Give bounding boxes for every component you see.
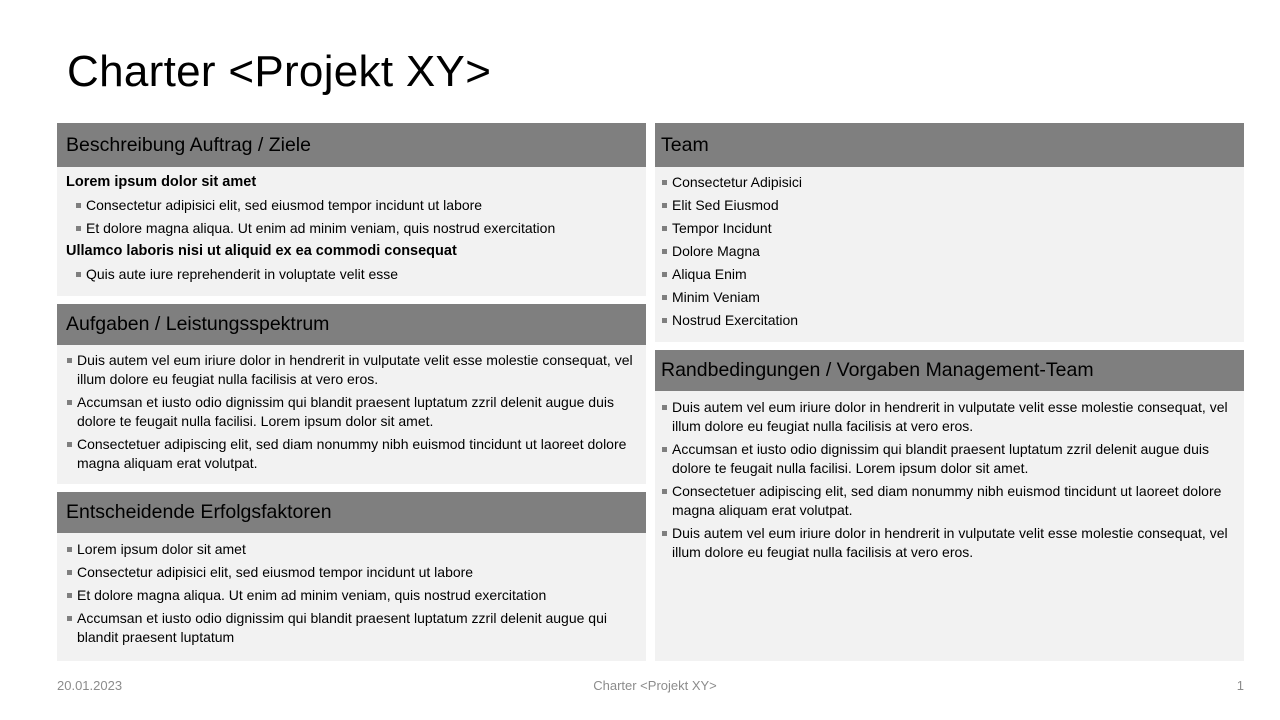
list-item: Consectetur Adipisici [661, 173, 1235, 192]
list-item: Duis autem vel eum iriure dolor in hendrerit in vulputate velit esse molestie consequat, vel illum dolore eu feugiat nulla facilisis at vero eros. [66, 351, 637, 389]
panel-header-erfolgsfaktoren: Entscheidende Erfolgsfaktoren [57, 492, 646, 533]
bullet-list [66, 196, 637, 238]
bullet-list [66, 351, 637, 473]
group-heading: Ullamco laboris nisi ut aliquid ex ea commodi consequat [66, 243, 457, 259]
list-item: Et dolore magna aliqua. Ut enim ad minim veniam, quis nostrud exercitation [66, 586, 637, 605]
footer-title: Charter <Projekt XY> [593, 678, 717, 693]
bullet-list [66, 540, 637, 647]
panel-body-erfolgsfaktoren [57, 533, 646, 647]
footer-page-number: 1 [1236, 678, 1244, 693]
bullet-list [66, 265, 637, 284]
list-item: Elit Sed Eiusmod [661, 196, 1235, 215]
list-item: Dolore Magna [661, 242, 1235, 261]
list-item: Accumsan et iusto odio dignissim qui blandit praesent luptatum zzril delenit augue qui blandit praesent luptatum [66, 609, 637, 647]
panel-team [655, 123, 1244, 342]
panel-randbedingungen [655, 350, 1244, 661]
list-item: Quis aute iure reprehenderit in voluptate velit esse [75, 265, 637, 284]
panel-beschreibung [57, 123, 646, 296]
list-item: Aliqua Enim [661, 265, 1235, 284]
list-item: Accumsan et iusto odio dignissim qui blandit praesent luptatum zzril delenit augue duis dolore te feugait nulla facilisi. Lorem ipsum dolor sit amet. [66, 393, 637, 431]
panel-body-beschreibung [57, 167, 646, 284]
panel-header-beschreibung: Beschreibung Auftrag / Ziele [57, 123, 646, 167]
panel-aufgaben [57, 304, 646, 484]
list-item: Consectetur adipisici elit, sed eiusmod tempor incidunt ut labore [75, 196, 637, 215]
list-item: Et dolore magna aliqua. Ut enim ad minim veniam, quis nostrud exercitation [75, 219, 637, 238]
panel-body-aufgaben [57, 345, 646, 473]
panel-body-team [655, 167, 1244, 330]
panel-erfolgsfaktoren [57, 492, 646, 661]
list-item: Nostrud Exercitation [661, 311, 1235, 330]
panel-header-team: Team [655, 123, 1244, 167]
list-item: Accumsan et iusto odio dignissim qui blandit praesent luptatum zzril delenit augue duis dolore te feugait nulla facilisi. Lorem ipsum dolor sit amet. [661, 440, 1235, 478]
footer-date: 20.01.2023 [57, 678, 123, 693]
bullet-list [661, 173, 1235, 330]
slide-title: Charter <Projekt XY> [67, 47, 492, 96]
list-item: Lorem ipsum dolor sit amet [66, 540, 637, 559]
list-item: Minim Veniam [661, 288, 1235, 307]
list-item: Duis autem vel eum iriure dolor in hendrerit in vulputate velit esse molestie consequat, vel illum dolore eu feugiat nulla facilisis at vero eros. [661, 524, 1235, 562]
panel-body-randbedingungen [655, 391, 1244, 562]
list-item: Consectetuer adipiscing elit, sed diam nonummy nibh euismod tincidunt ut laoreet dolore magna aliquam erat volutpat. [66, 435, 637, 473]
bullet-list [661, 398, 1235, 562]
list-item: Consectetuer adipiscing elit, sed diam nonummy nibh euismod tincidunt ut laoreet dolore magna aliquam erat volutpat. [661, 482, 1235, 520]
panel-header-aufgaben: Aufgaben / Leistungsspektrum [57, 304, 646, 345]
list-item: Tempor Incidunt [661, 219, 1235, 238]
list-item: Consectetur adipisici elit, sed eiusmod tempor incidunt ut labore [66, 563, 637, 582]
panel-header-randbedingungen: Randbedingungen / Vorgaben Management-Team [655, 350, 1244, 391]
list-item: Duis autem vel eum iriure dolor in hendrerit in vulputate velit esse molestie consequat, vel illum dolore eu feugiat nulla facilisis at vero eros. [661, 398, 1235, 436]
group-heading: Lorem ipsum dolor sit amet [66, 174, 257, 190]
